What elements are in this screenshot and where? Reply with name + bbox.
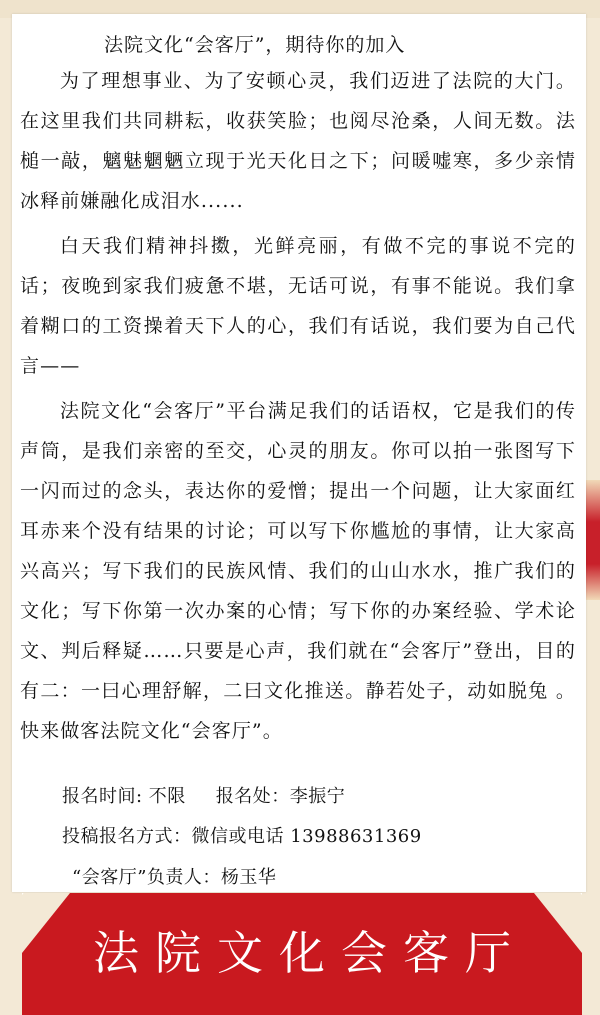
footer-banner (22, 893, 582, 1015)
paragraph-2: 白天我们精神抖擞，光鲜亮丽，有做不完的事说不完的话；夜晚到家我们疲惫不堪，无话可说，有事不能说。我们拿着糊口的工资操着天下人的心，我们有话说，我们要为自己代言—— (20, 235, 576, 377)
registration-time: 报名时间: 不限 (62, 786, 186, 807)
background-red-accent (586, 480, 600, 600)
document-title: 法院文化“会客厅”，期待你的加入 (104, 34, 406, 56)
registration-place: 报名处：李振宁 (215, 786, 346, 807)
registration-row (62, 782, 345, 808)
paragraph-1: 为了理想事业、为了安顿心灵，我们迈进了法院的大门。在这里我们共同耕耘，收获笑脸；也阅尽沧桑，人间无数。法槌一敲，魑魅魍魉立现于光天化日之下；问暖嘘寒，多少亲情冰释前嫌融化成泪水...... (20, 70, 576, 212)
banner-title: 法院文化会客厅 (93, 926, 527, 980)
paragraph-3: 法院文化“会客厅”平台满足我们的话语权，它是我们的传声筒，是我们亲密的至交，心灵的朋友。你可以拍一张图写下一闪而过的念头，表达你的爱憎；提出一个问题，让大家面红耳赤来个没有结果的讨论；可以写下你尴尬的事情，让大家高兴高兴；写下我们的民族风情、我们的山山水水，推广我们的文化；写下你第一次办案的心情；写下你的办案经验、学术论文、判后释疑……只要是心声，我们就在“会客厅”登出，目的有二：一曰心理舒解，二曰文化推送。静若处子，动如脱兔 。快来做客法院文化“会客厅”。 (20, 400, 576, 742)
contact-method: 投稿报名方式：微信或电话 13988631369 (62, 826, 422, 847)
person-in-charge: “会客厅”负责人：杨玉华 (72, 867, 277, 888)
